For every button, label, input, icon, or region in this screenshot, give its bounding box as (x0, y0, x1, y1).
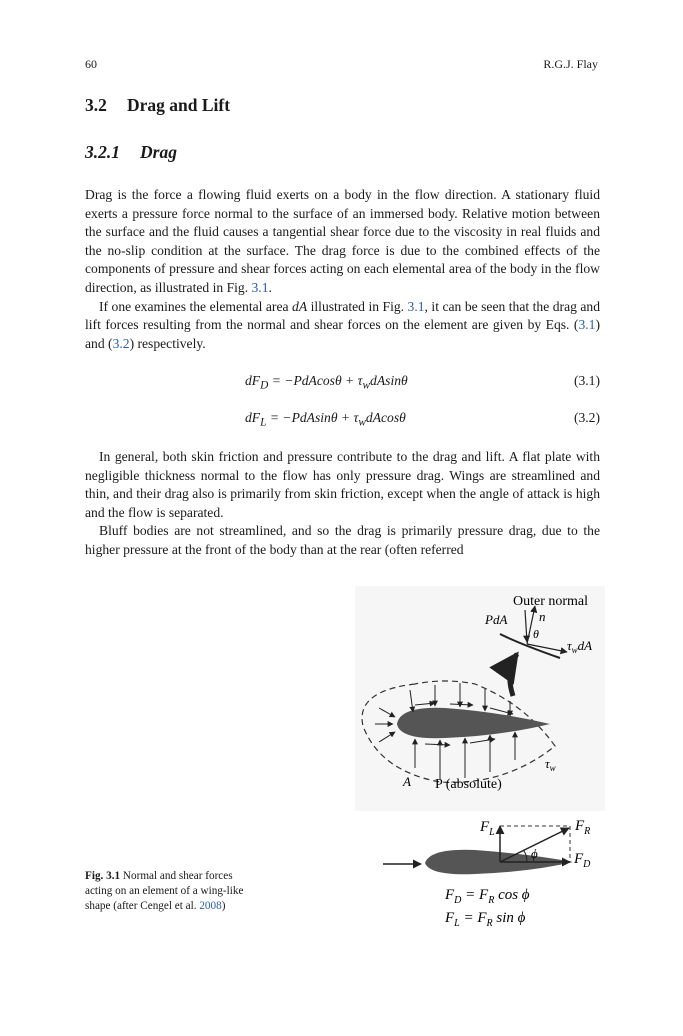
body-text-bottom (85, 448, 600, 560)
subsection-heading (85, 142, 177, 163)
figure-caption (85, 869, 245, 914)
label-tau-w-da: $\tau_wdA$ (567, 638, 593, 655)
paragraph-2-text-e: ) respectively. (129, 335, 206, 351)
section-heading (85, 95, 230, 116)
label-fl: $F_L$ (480, 819, 495, 838)
running-author: R.G.J. Flay (543, 57, 598, 71)
caption-text: Normal and shear forces acting on an element of a wing-like shape (after Cengel et al. (85, 870, 244, 912)
caption-label: Fig. 3.1 (85, 870, 121, 882)
caption-end: ) (221, 900, 226, 912)
paragraph-2-var: dA (292, 298, 308, 314)
label-outer-normal: Outer normal (513, 594, 589, 609)
body-text-top (85, 186, 600, 353)
label-pda: PdA (485, 612, 508, 627)
label-theta: θ (533, 627, 539, 641)
relation-fd: $F_D = F_R$ cos ϕ (445, 887, 530, 906)
figure-3-1 (355, 586, 605, 936)
eq-ref-link[interactable]: 3.1 (578, 317, 596, 333)
label-tau-w: $\tau_w$ (545, 756, 556, 773)
subsection-title: Drag (140, 142, 177, 162)
fig-ref-link[interactable]: 3.1 (407, 298, 425, 314)
subsection-number: 3.2.1 (85, 142, 120, 162)
paragraph-2-text-c: , it can be seen that the drag and lift forces resulting from the normal and shear forces on the element are given by Eqs. ( (85, 298, 601, 333)
equation-expression: $dF_D = -PdAcos\theta + \tau_wdAsin\theta$ (245, 373, 408, 392)
label-fd: $F_D$ (574, 851, 591, 870)
label-n: n (539, 609, 546, 624)
equation-expression: $dF_L = -PdAsin\theta + \tau_wdAcos\theta$ (245, 410, 406, 429)
label-p-absolute: P (absolute) (435, 777, 502, 792)
paragraph-3: In general, both skin friction and pressure contribute to the drag and lift. A flat plate with negligible thickness normal to the flow has only pressure drag. Wings are streamlined and thin, and their drag also is primarily from skin friction, except when the angle of attack is high and the flow is separated. (85, 449, 600, 520)
paragraph-1-text: Drag is the force a flowing fluid exerts on a body in the flow direction. A stationary fluid exerts a pressure force normal to the surface of an immersed body. Relative motion between the surface and the fluid causes a tangential shear force due to the viscosity in real fluids and the no-slip condition at the surface. The drag force is due to the combined effects of the components of pressure and shear forces acting on each elemental area of the body in the flow direction, as illustrated in Fig. (85, 187, 600, 295)
paragraph-1-end: . (268, 279, 272, 295)
eq-ref-link[interactable]: 3.2 (112, 335, 130, 351)
equation-number: (3.1) (573, 373, 600, 388)
label-phi: ϕ (531, 846, 538, 861)
equation-number: (3.2) (573, 410, 600, 425)
label-fr: $F_R$ (575, 818, 591, 837)
running-header (85, 57, 598, 72)
paragraph-4: Bluff bodies are not streamlined, and so the drag is primarily pressure drag, due to the higher pressure at the front of the body than at the rear (often referred (85, 523, 600, 557)
paragraph-1 (85, 186, 600, 298)
paragraph-2 (85, 298, 600, 354)
relation-fl: $F_L = F_R$ sin ϕ (445, 910, 526, 929)
page-number: 60 (85, 57, 97, 71)
paragraph-2-text-b: illustrated in Fig. (307, 298, 408, 314)
section-number: 3.2 (85, 95, 107, 115)
fig-ref-link[interactable]: 3.1 (251, 279, 269, 295)
paragraph-2-text-a: If one examines the elemental area (99, 298, 293, 314)
section-title: Drag and Lift (127, 95, 231, 115)
label-a: A (403, 774, 411, 789)
citation-link[interactable]: 2008 (199, 900, 222, 912)
paragraph-2-text-d: ) and ( (85, 317, 600, 351)
